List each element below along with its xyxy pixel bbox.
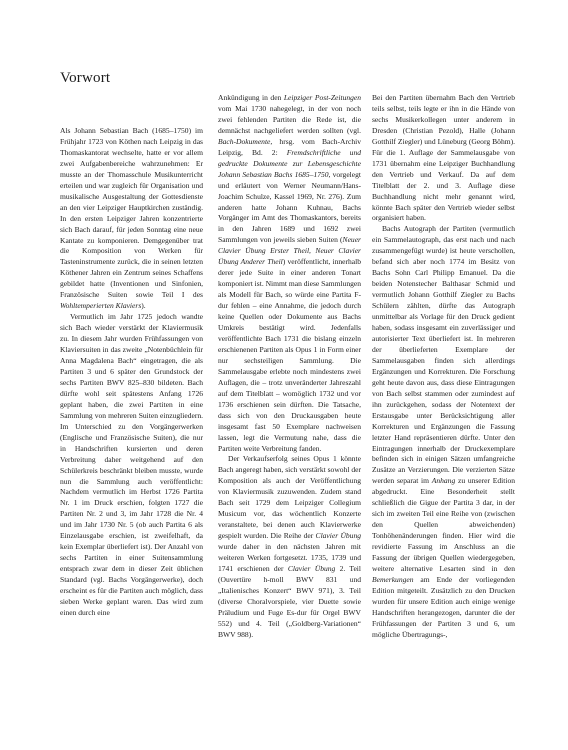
body-text: Der Verkaufserfolg seines Opus 1 könnte Bach angeregt haben, sich verstärkt sowohl der Komposition als auch der Veröffentlichung von Klaviermusik zuzuwenden. Zudem stand Bach seit 1729 dem Leipziger Collegium Musicum vor, das wöchentlich Konzerte veranstaltete, bei denen auch Klavierwerke gespielt wurden. Die Reihe der bbox=[218, 454, 361, 541]
paragraph bbox=[60, 126, 203, 312]
italic-text: Clavier Übung bbox=[287, 563, 336, 573]
body-text: , vorgelegt und erläutert von Werner Neumann/Hans-Joachim Schulze, Kassel 1969, Nr. 276). Zum anderen hatte Johann Kuhnau, Bachs Vorgänger im Amt des Thomaskantors, bereits in den Jahren 1689 und 1692 zwei Sammlungen von jeweils sieben Suiten ( bbox=[218, 169, 361, 245]
paragraph bbox=[60, 312, 203, 619]
body-text: wurde daher in den nächsten Jahren mit weiteren Werken fortgesetzt. 1735, 1739 und 1741 erschienen der bbox=[218, 542, 361, 573]
paragraph bbox=[218, 93, 361, 454]
text-column-1 bbox=[60, 126, 203, 619]
body-text: Als Johann Sebastian Bach (1685–1750) im Frühjahr 1723 von Köthen nach Leipzig in das Thomaskantorat wechselte, hatte er vor allem zwei Aufgabenbereiche wahrzunehmen: Er musste an der Thomasschule Musikunterricht erteilen und war zugleich für Organisation und musikalische Ausgestaltung der Gottesdienste an den vier Leipziger Hauptkirchen zuständig. In den ersten Leipziger Jahren konzentrierte sich Bach darauf, für jeden Sonntag eine neue Kantate zu komponieren. Demgegenüber trat die Komposition von Werken für Tasteninstrumente zurück, die in seinen letzten Köthener Jahren ein Zentrum seines Schaffens gebildet hatte (Inventionen und Sinfonien, Französische Suiten sowie Teil I des bbox=[60, 126, 203, 300]
body-text: am Ende der vorliegenden Edition mitgeteilt. Zusätzlich zu den Drucken wurden für unsere Edition auch einige wenige Handschriften herangezogen, darunter die der Frühfassungen der Partiten 3 und 6, um mögliche Übertragungs-, bbox=[372, 574, 515, 639]
italic-text: Neuer Clavier Übung Erster Theil, Neuer Clavier Übung Anderer Theil bbox=[218, 235, 361, 267]
body-text: ) veröffentlicht, innerhalb derer jede Suite in einer anderen Tonart komponiert ist. Nimmt man diese Sammlungen als Modell für Bach, so würde eine Partita F-dur fehlen – eine Annahme, die jedoch durch keine Quellen oder Dokumente aus Bachs Umkreis bestätigt wird. Jedenfalls veröffentlichte Bach 1731 die bislang einzeln erschienenen Partiten als Opus 1 in Form einer nur sechsteiligen Sammlung. Die Sammelausgabe erlebte noch mindestens zwei Auflagen, die – trotz unveränderter Jahreszahl auf dem Titelblatt – womöglich 1732 und vor 1736 erschienen sein dürften. Die Tatsache, dass sich von den Druckausgaben heute insgesamt fast 50 Exemplare nachweisen lassen, legt die Vermutung nahe, dass die Partiten weite Verbreitung fanden. bbox=[218, 257, 361, 453]
italic-text: Anhang bbox=[431, 476, 456, 486]
paragraph bbox=[372, 93, 515, 224]
page-title: Vorwort bbox=[60, 70, 111, 86]
body-text: Ankündigung in den bbox=[218, 93, 284, 102]
body-text: ). bbox=[141, 301, 146, 311]
body-text: vom Mai 1730 nahegelegt, in der von noch zwei fehlenden Partiten die Rede ist, die demnächst nachgeliefert werden sollten (vgl. bbox=[218, 103, 361, 135]
italic-text: Clavier Übung bbox=[315, 531, 361, 541]
italic-text: Bemerkungen bbox=[372, 574, 414, 584]
italic-text: Wohltemperierten Klaviers bbox=[60, 301, 142, 311]
body-text: 2. Teil (Ouvertüre h-moll BWV 831 und „Italienisches Konzert“ BWV 971), 3. Teil (diverse Choralvorspiele, vier Duette sowie Präludium und Fuge Es-dur für Orgel BWV 552) und 4. Teil („Goldberg-Variationen“ BWV 988). bbox=[218, 563, 361, 639]
body-text: Vermutlich im Jahr 1725 jedoch wandte sich Bach wieder verstärkt der Klaviermusik zu. In diesem Jahr wurden Frühfassungen von Klaviersuiten in das zweite „Notenbüchlein für Anna Magdalena Bach“ eingetragen, die als Partiten 3 und 6 später den Grundstock der sechs Partiten BWV 825–830 bildeten. Bach dürfte wohl seit spätestens Anfang 1726 geplant haben, die zwei Partiten in eine Sammlung von mehreren Suiten einzugliedern. Im Unterschied zu den Vorgängerwerken (Englische und Französische Suiten), die nur in Handschriften kursierten und deren Verbreitung daher weitgehend auf den Schülerkreis beschränkt bleiben musste, wurde nun die Sammlung auch veröffentlicht: Nachdem vermutlich im Herbst 1726 Partita Nr. 1 im Druck erschien, folgten 1727 die Partiten Nr. 2 und 3, im Jahr 1728 die Nr. 4 und im Jahr 1730 Nr. 5 (ob auch Partita 6 als Einzelausgabe erschien, ist zweifelhaft, da kein Exemplar überliefert ist). Der Anzahl von sechs Partiten in einer Suitensammlung entsprach zwar dem in dieser Zeit üblichen Standard (vgl. Bachs Vorgängerwerke), doch erscheint es für die Partiten auch möglich, dass sieben Werke geplant waren. Das wird zum einen durch eine bbox=[60, 312, 203, 617]
body-text: zu unserer Edition abgedruckt. Eine Besonderheit stellt schließlich die Gigue der Partita 3 dar, in der sich im zweiten Teil eine Reihe von (zwischen den Quellen abweichenden) Tonhöhenänderungen finden. Hier wird die revidierte Fassung im Anschluss an die Fassung der übrigen Quellen wiedergegeben, weitere alternative Lesarten sind in den bbox=[372, 476, 515, 573]
italic-text: Leipziger Post-Zeitungen bbox=[283, 93, 362, 102]
body-text: Bachs Autograph der Partiten (vermutlich ein Sammelautograph, das erst nach und nach zusammengefügt wurde) ist heute verschollen, befand sich aber noch 1774 im Besitz von Bachs Sohn Carl Philipp Emanuel. Da die beiden Notenstecher Balthasar Schmid und vermutlich Johann Gotthilf Ziegler zu Bachs Schülern zählten, dürfte das Autograph unmittelbar als Vorlage für den Druck gedient haben, sodass insgesamt ein zuverlässiger und autorisierter Text überliefert ist. In mehreren der überlieferten Exemplare der Sammelausgaben finden sich allerdings Ergänzungen und Korrekturen. Die Forschung geht heute davon aus, dass diese Eintragungen von Bach selbst stammen oder zumindest auf ihn zurückgehen, sodass der Notentext der Erstausgabe unter Berücksichtigung aller Korrekturen und Ergänzungen die Fassung letzter Hand repräsentieren dürfte. Unter den Eintragungen innerhalb der Druckexemplare befinden sich in einigen Sätzen umfangreiche Zusätze an Verzierungen. Die verzierten Sätze werden separat im bbox=[372, 224, 515, 486]
paragraph bbox=[218, 454, 361, 640]
body-text: , hrsg. vom Bach-Archiv Leipzig, Bd. 2: bbox=[218, 136, 361, 157]
body-text: Bei den Partiten übernahm Bach den Vertrieb teils selbst, teils legte er ihn in die Hände von sechs Musikerkollegen unter anderem in Dresden (Christian Pezold), Halle (Johann Gotthilf Ziegler) und Lüneburg (Georg Böhm). Für die 1. Auflage der Sammelausgabe von 1731 übernahm eine Leipziger Buchhandlung den Vertrieb und Verkauf. Da auf dem Titelblatt der 2. und 3. Auflage diese Buchhandlung nicht mehr genannt wird, könnte Bach später den Vertrieb wieder selbst organisiert haben. bbox=[372, 93, 515, 223]
italic-text: Bach-Dokumente bbox=[218, 136, 271, 146]
text-column-3 bbox=[372, 93, 515, 641]
text-column-2 bbox=[218, 93, 361, 641]
italic-text: Fremdschriftliche und gedruckte Dokumente zur Lebensgeschichte Johann Sebastian Bachs 1685–1750 bbox=[218, 147, 361, 179]
paragraph bbox=[372, 224, 515, 640]
